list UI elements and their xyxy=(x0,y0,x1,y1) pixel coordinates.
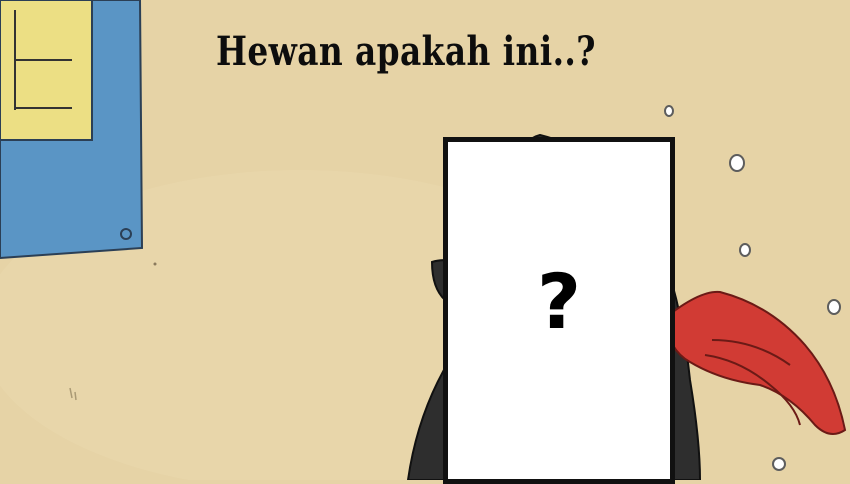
wall-mark xyxy=(75,392,76,400)
mystery-card xyxy=(443,137,675,484)
page-title: Hewan apakah ini..? xyxy=(215,28,596,75)
question-mark-icon: ? xyxy=(536,257,582,346)
wall-mark xyxy=(154,263,157,266)
